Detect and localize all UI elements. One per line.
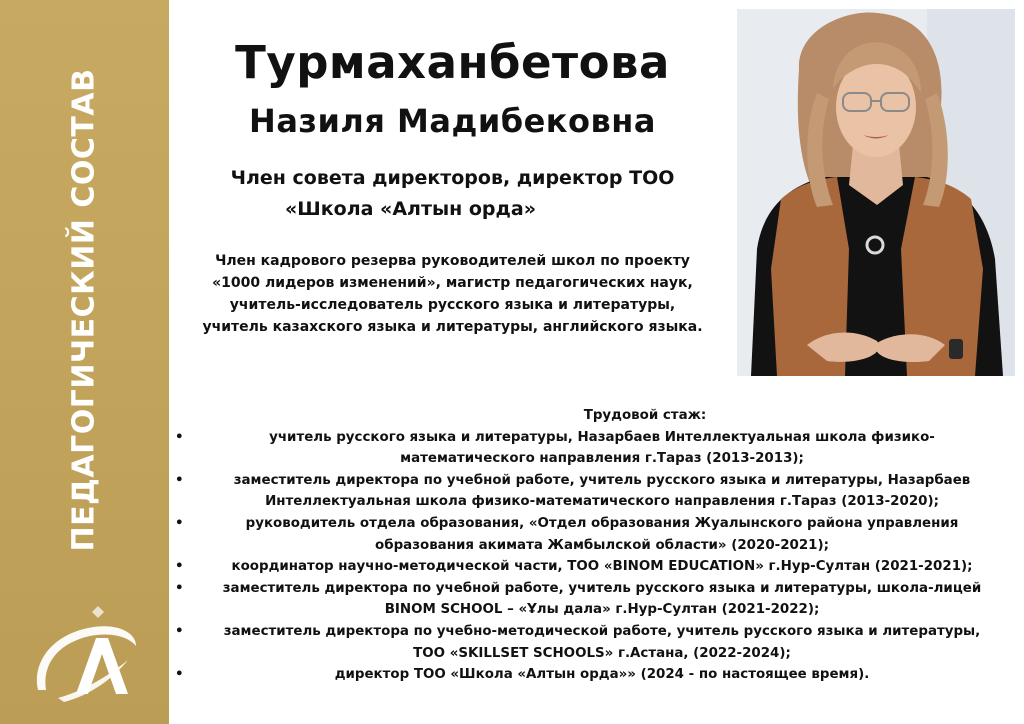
person-description <box>170 250 735 338</box>
experience-list <box>175 427 1015 686</box>
work-experience <box>175 405 1015 686</box>
item-line: BINOM SCHOOL – «Ұлы дала» г.Нур-Султан (2021-2022); <box>384 602 820 618</box>
item-line: заместитель директора по учебной работе, учитель русского языка и литературы, школа-лицей <box>222 580 982 596</box>
sidebar <box>0 0 169 724</box>
bullet-icon: • <box>175 472 184 488</box>
item-line: директор ТОО «Школа «Алтын орда»» (2024 - по настоящее время). <box>334 667 870 683</box>
list-item <box>175 578 1015 621</box>
person-surname: Турмаханбетова <box>235 36 670 89</box>
list-item <box>175 427 1015 470</box>
item-line: координатор научно-методической части, ТОО «BINOM EDUCATION» г.Нур-Султан (2021-2021); <box>231 559 973 575</box>
list-item <box>175 513 1015 556</box>
list-item <box>175 621 1015 664</box>
bullet-icon: • <box>175 580 184 596</box>
description-line: «1000 лидеров изменений», магистр педагогических наук, <box>212 275 693 291</box>
item-line: заместитель директора по учебной работе, учитель русского языка и литературы, Назарбаев <box>233 472 971 488</box>
bullet-icon: • <box>175 623 184 639</box>
portrait-illustration <box>737 9 1015 376</box>
list-item <box>175 470 1015 513</box>
position-line: Член совета директоров, директор ТОО <box>230 167 675 189</box>
list-item <box>175 556 1015 578</box>
academy-logo-icon <box>28 598 140 706</box>
item-line: учитель русского языка и литературы, Назарбаев Интеллектуальная школа физико- <box>269 429 935 445</box>
item-line: ТОО «SKILLSET SCHOOLS» г.Астана, (2022-2024); <box>413 645 791 661</box>
position-line: «Школа «Алтын орда» <box>285 198 536 220</box>
bullet-icon: • <box>175 559 184 575</box>
bullet-icon: • <box>175 429 184 445</box>
experience-heading: Трудовой стаж: <box>583 408 707 423</box>
list-item <box>175 664 1015 686</box>
description-line: Член кадрового резерва руководителей школ по проекту <box>215 253 690 269</box>
sidebar-title: ПЕДАГОГИЧЕСКИЙ СОСТАВ <box>66 68 102 552</box>
bullet-icon: • <box>175 515 184 531</box>
item-line: математического направления г.Тараз (2013-2013); <box>400 451 804 467</box>
item-line: руководитель отдела образования, «Отдел образования Жуалынского района управления <box>245 515 959 531</box>
item-line: Интеллектуальная школа физико-математического направления г.Тараз (2013-2020); <box>265 494 939 510</box>
person-position <box>170 163 735 225</box>
description-line: учитель-исследователь русского языка и литературы, <box>229 297 676 313</box>
portrait-photo <box>737 9 1015 376</box>
bullet-icon: • <box>175 667 184 683</box>
item-line: заместитель директора по учебно-методической работе, учитель русского языка и литературы, <box>223 623 981 639</box>
item-line: образования акимата Жамбылской области» (2020-2021); <box>375 537 829 553</box>
person-given-names: Назиля Мадибековна <box>249 102 656 140</box>
description-line: учитель казахского языка и литературы, английского языка. <box>202 319 703 335</box>
